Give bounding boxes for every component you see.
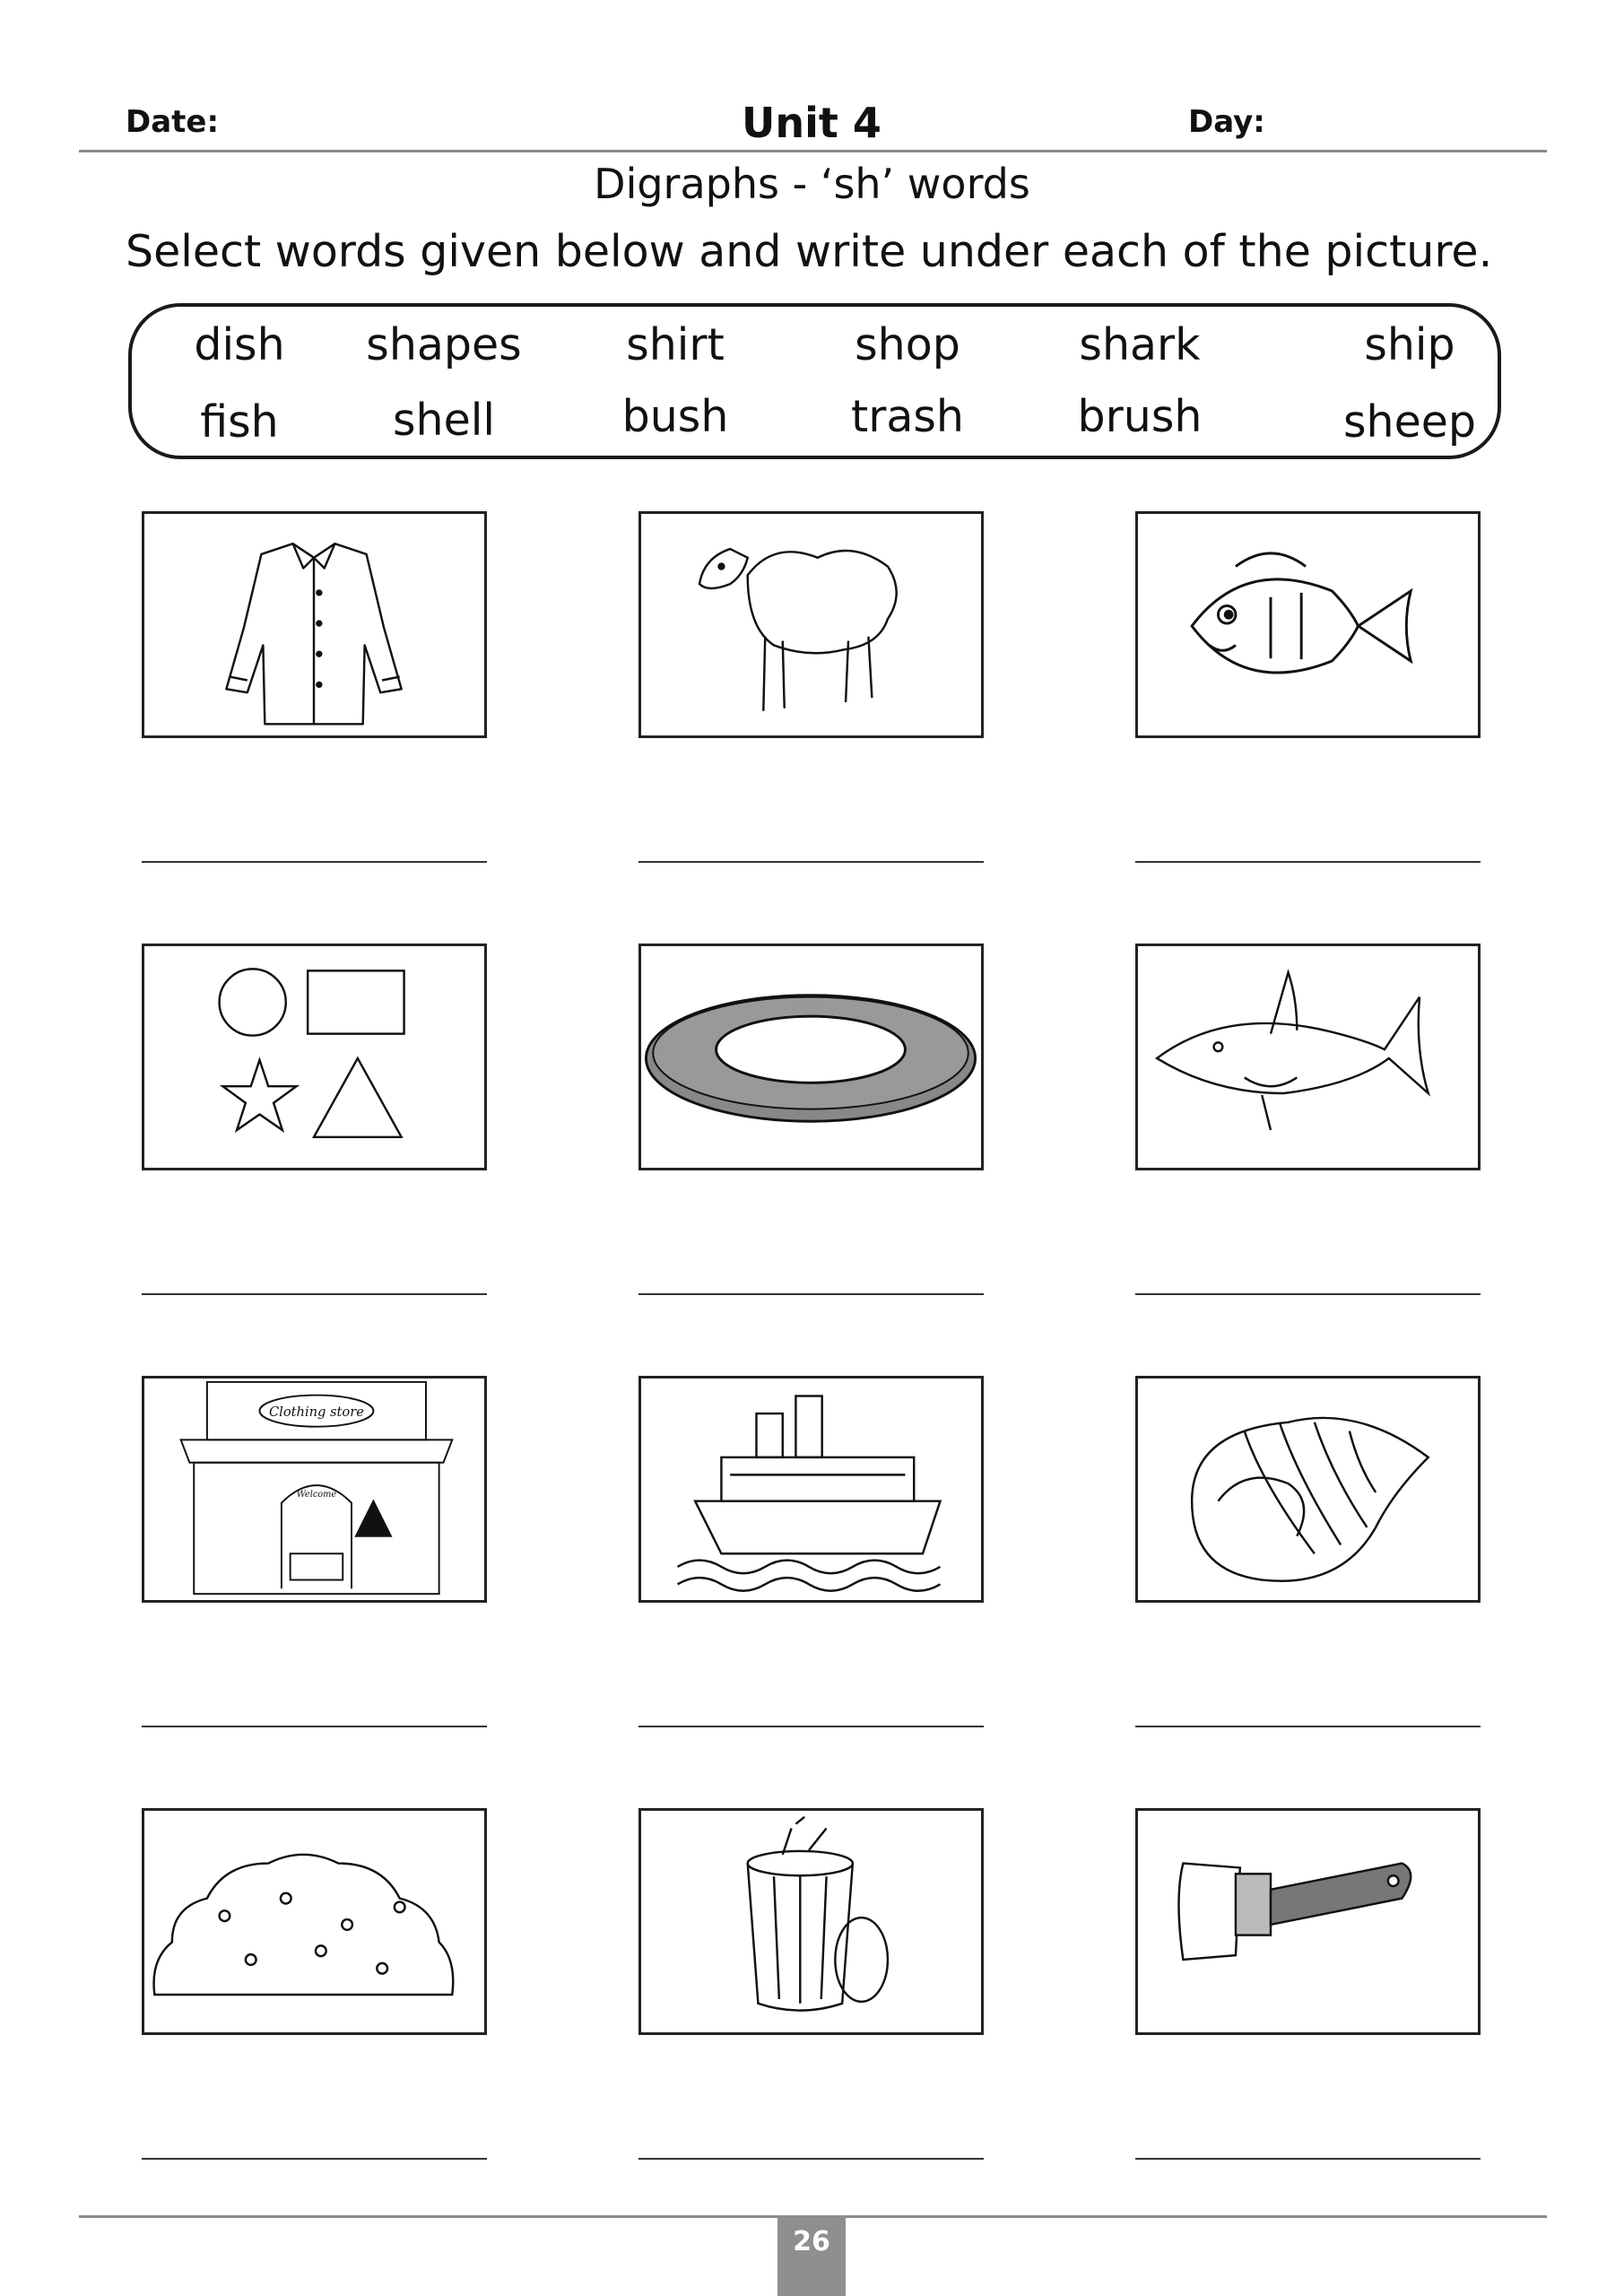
bush-icon	[144, 1811, 484, 2032]
answer-line[interactable]	[638, 2158, 984, 2160]
picture-card	[142, 944, 487, 1170]
answer-line[interactable]	[142, 861, 487, 863]
word-bank-item: brush	[1077, 391, 1203, 442]
shop-door-text: Welcome	[296, 1489, 337, 1500]
header-divider	[79, 150, 1547, 152]
trash-icon	[641, 1811, 981, 2032]
word-bank-item: fish	[200, 396, 279, 448]
picture-card	[638, 944, 984, 1170]
answer-line[interactable]	[142, 1726, 487, 1727]
page-number: 26	[777, 2215, 846, 2296]
fish-icon	[1138, 514, 1478, 735]
picture-card	[638, 511, 984, 738]
ship-icon	[641, 1378, 981, 1600]
picture-card	[1135, 1376, 1481, 1603]
picture-card	[1135, 944, 1481, 1170]
word-bank-item: shirt	[626, 319, 725, 370]
word-bank-item: dish	[194, 319, 285, 370]
word-bank-item: sheep	[1343, 396, 1476, 448]
shirt-icon	[144, 514, 484, 735]
word-bank-item: bush	[621, 391, 729, 442]
sheep-icon	[641, 514, 981, 735]
word-bank-item: shell	[393, 395, 495, 446]
answer-line[interactable]	[142, 1293, 487, 1295]
worksheet-subtitle: Digraphs - ‘sh’ words	[594, 160, 1030, 208]
answer-line[interactable]	[638, 1726, 984, 1727]
picture-card	[142, 1808, 487, 2035]
picture-card	[1135, 1808, 1481, 2035]
shell-icon	[1138, 1378, 1478, 1600]
answer-line[interactable]	[638, 861, 984, 863]
word-bank	[128, 303, 1501, 459]
word-bank-item: shapes	[366, 319, 522, 370]
word-bank-item: ship	[1364, 319, 1455, 370]
word-bank-item: trash	[851, 391, 964, 442]
shop-icon	[144, 1378, 484, 1600]
instruction-text: Select words given below and write under each of the picture.	[126, 226, 1493, 277]
picture-card	[1135, 511, 1481, 738]
date-label: Date:	[126, 104, 220, 140]
shapes-icon	[144, 946, 484, 1168]
answer-line[interactable]	[1135, 1293, 1481, 1295]
unit-title: Unit 4	[742, 99, 881, 147]
shop-sign-text: Clothing store	[268, 1404, 364, 1420]
answer-line[interactable]	[1135, 1726, 1481, 1727]
dish-icon	[641, 946, 981, 1168]
answer-line[interactable]	[142, 2158, 487, 2160]
word-bank-item: shop	[855, 319, 960, 370]
picture-card	[638, 1808, 984, 2035]
shark-icon	[1138, 946, 1478, 1168]
answer-line[interactable]	[638, 1293, 984, 1295]
answer-line[interactable]	[1135, 2158, 1481, 2160]
picture-card	[142, 511, 487, 738]
picture-card	[638, 1376, 984, 1603]
word-bank-item: shark	[1079, 319, 1201, 370]
picture-card	[142, 1376, 487, 1603]
brush-icon	[1138, 1811, 1478, 2032]
day-label: Day:	[1188, 104, 1265, 140]
answer-line[interactable]	[1135, 861, 1481, 863]
